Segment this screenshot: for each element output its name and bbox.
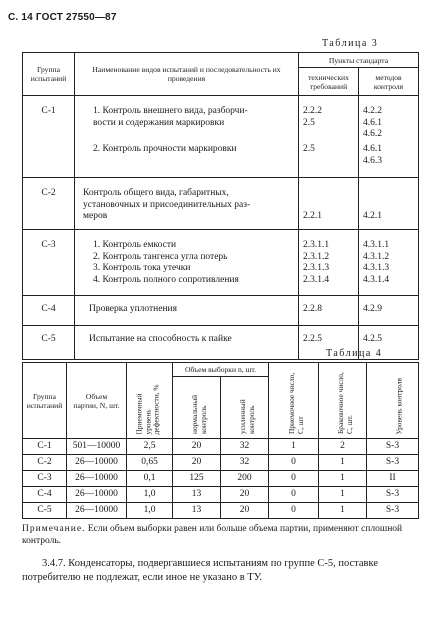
table4-normal-cell: 125 [173, 471, 221, 487]
table3-line: 4.3.1.1 [363, 240, 390, 250]
table4-group-cell: С-2 [23, 455, 67, 471]
table3-line [303, 156, 358, 168]
table3-group-cell: С-2 [23, 178, 75, 230]
table3-group-cell: С-4 [23, 296, 75, 326]
table3-method-cell [359, 230, 419, 296]
table4-reject-cell: 1 [319, 471, 367, 487]
table3-line: Контроль общего вида, габаритных, [83, 188, 229, 198]
table3-line: 4.6.3 [363, 155, 382, 166]
table3-line: 2.3.1.4 [303, 274, 330, 285]
t3-head-methods: методов контроля [359, 68, 419, 96]
table3-line: 1. Контроль емкости [93, 240, 177, 250]
table4-group-cell: С-3 [23, 471, 67, 487]
t3-head-group: Группа испытаний [23, 53, 75, 96]
table4-aql-cell: 0,65 [127, 455, 173, 471]
table4-level-cell: S-3 [367, 455, 419, 471]
table4-aql-cell: 1,0 [127, 503, 173, 519]
table4-level-cell: S-3 [367, 439, 419, 455]
table4-lot-cell: 26—10000 [67, 487, 127, 503]
table3-line: 1. Контроль внешнего вида, разборчи- [93, 106, 248, 116]
table4-tight-cell: 200 [221, 471, 269, 487]
table4-group-cell: С-5 [23, 503, 67, 519]
table3-group-cell: С-5 [23, 326, 75, 360]
table3-line: 2.3.1.1 [303, 240, 330, 250]
table4-row [23, 439, 419, 455]
table3-method-cell [359, 296, 419, 326]
table4-reject-cell: 1 [319, 487, 367, 503]
table4-reject-cell: 2 [319, 439, 367, 455]
table3-method-cell [359, 178, 419, 230]
table4-row [23, 455, 419, 471]
table3-row [23, 96, 419, 178]
table4-accept-cell: 0 [269, 455, 319, 471]
note-text: Если объем выборки равен или больше объема партии, применяют сплошной контроль. [22, 524, 403, 546]
t4-head-group: Группа испытаний [23, 363, 67, 439]
table3-name-cell [75, 96, 299, 178]
table3-line: 4.2.5 [363, 334, 382, 344]
table4-level-cell: II [367, 471, 419, 487]
table4-level-cell: S-3 [367, 487, 419, 503]
table4-normal-cell: 20 [173, 439, 221, 455]
t4-head-level: Уровень контроля [367, 363, 419, 439]
table4-normal-cell: 13 [173, 503, 221, 519]
table4-aql-cell: 1,0 [127, 487, 173, 503]
table3-line [363, 200, 418, 212]
table4-accept-cell: 0 [269, 487, 319, 503]
table3-line [303, 129, 358, 144]
table3-line: 2.2.8 [303, 304, 322, 314]
table3-line: 2.5 [303, 144, 315, 154]
table3-line: 2. Контроль тангенса угла потерь [93, 251, 228, 262]
table4-normal-cell: 13 [173, 487, 221, 503]
table4-normal-cell: 20 [173, 455, 221, 471]
table3-line [363, 188, 418, 200]
table3-name-cell [75, 296, 299, 326]
table3-tech-cell [299, 96, 359, 178]
table4-aql-cell: 2,5 [127, 439, 173, 455]
table3-line: меров [83, 211, 108, 221]
t3-head-name: Наименование видов испытаний и последовательность их проведения [75, 53, 299, 96]
page-header: С. 14 ГОСТ 27550—87 [8, 12, 117, 23]
table3-line: 4.2.9 [363, 304, 382, 314]
table4-caption: Таблица 4 [326, 348, 383, 359]
table4-tight-cell: 20 [221, 503, 269, 519]
table4-tight-cell: 20 [221, 487, 269, 503]
table4-reject-cell: 1 [319, 503, 367, 519]
table3 [22, 52, 419, 360]
table4-lot-cell: 26—10000 [67, 503, 127, 519]
table3-line: 4.2.1 [363, 211, 382, 221]
t4-head-reject: Браковочное число, C, шт. [319, 363, 367, 439]
t3-head-points: Пункты стандарта [299, 53, 419, 68]
table3-line: 4.6.2 [363, 129, 382, 139]
table4-group-cell: С-4 [23, 487, 67, 503]
table3-line [303, 188, 358, 200]
table3-line: установочных и присоединительных раз- [83, 199, 251, 210]
table3-line: 2.2.5 [303, 334, 322, 344]
table3-row [23, 230, 419, 296]
table4-tight-cell: 32 [221, 455, 269, 471]
table4-lot-cell: 501—10000 [67, 439, 127, 455]
table3-line: 2.2.2 [303, 106, 322, 116]
paragraph-3-4-7 [22, 557, 422, 584]
table4-lot-cell: 26—10000 [67, 471, 127, 487]
table4-group-cell: С-1 [23, 439, 67, 455]
table4-row [23, 503, 419, 519]
table3-group-cell: С-1 [23, 96, 75, 178]
table4-tight-cell: 32 [221, 439, 269, 455]
table4-accept-cell: 1 [269, 439, 319, 455]
paragraph-text: 3.4.7. Конденсаторы, подвергавшиеся испытаниям по группе С-5, поставке потребителю не подлежат, если иное не указано в ТУ. [22, 558, 379, 583]
table3-line: 2.5 [303, 117, 315, 128]
table3-line [303, 200, 358, 212]
table3-line: 4.3.1.3 [363, 263, 390, 273]
t3-head-tech: технических требований [299, 68, 359, 96]
t4-head-sample: Объем выборки n, шт. [173, 363, 269, 377]
table4-lot-cell: 26—10000 [67, 455, 127, 471]
table3-name-cell [75, 230, 299, 296]
table3-line: 4.6.1 [363, 144, 382, 154]
table4-level-cell: S-3 [367, 503, 419, 519]
table4-accept-cell: 0 [269, 471, 319, 487]
table4-reject-cell: 1 [319, 455, 367, 471]
table3-line [93, 156, 294, 168]
table3-row [23, 178, 419, 230]
table3-group-cell: С-3 [23, 230, 75, 296]
t4-head-aql: Приемочный уровень дефектности, % [127, 363, 173, 439]
table3-line [93, 129, 294, 144]
table4-accept-cell: 0 [269, 503, 319, 519]
table3-line: 2. Контроль прочности маркировки [93, 144, 237, 154]
table3-line: Проверка уплотнения [89, 304, 178, 314]
table3-tech-cell [299, 178, 359, 230]
table3-line: 4.3.1.2 [363, 251, 390, 262]
table3-line: 2.3.1.2 [303, 251, 330, 262]
table3-line: 3. Контроль тока утечки [93, 263, 191, 273]
table4-note [22, 523, 422, 547]
table3-line: 4. Контроль полного сопротивления [93, 274, 239, 285]
table3-name-cell [75, 178, 299, 230]
table3-line: 4.2.2 [363, 106, 382, 116]
table3-tech-cell [299, 230, 359, 296]
table4-row [23, 487, 419, 503]
table3-line: 4.3.1.4 [363, 274, 390, 285]
table3-name-cell [75, 326, 299, 360]
table4-aql-cell: 0,1 [127, 471, 173, 487]
table4-row [23, 471, 419, 487]
table3-row [23, 296, 419, 326]
t4-head-normal: нормальный контроль [173, 377, 221, 439]
table3-line: 4.6.1 [363, 117, 382, 128]
table3-caption: Таблица 3 [322, 38, 379, 49]
table3-line: вости и содержания маркировки [93, 117, 225, 128]
t4-head-tight: усиленный контроль [221, 377, 269, 439]
table3-method-cell [359, 96, 419, 178]
note-label: Примечание. [22, 524, 86, 534]
table3-line: 2.3.1.3 [303, 263, 330, 273]
table3-line: Испытание на способность к пайке [89, 334, 232, 344]
t4-head-accept: Приемочное число, C, шт [269, 363, 319, 439]
table4 [22, 362, 419, 519]
table3-line: 2.2.1 [303, 211, 322, 221]
table3-tech-cell [299, 296, 359, 326]
t4-head-lot: Объем партии, N, шт. [67, 363, 127, 439]
